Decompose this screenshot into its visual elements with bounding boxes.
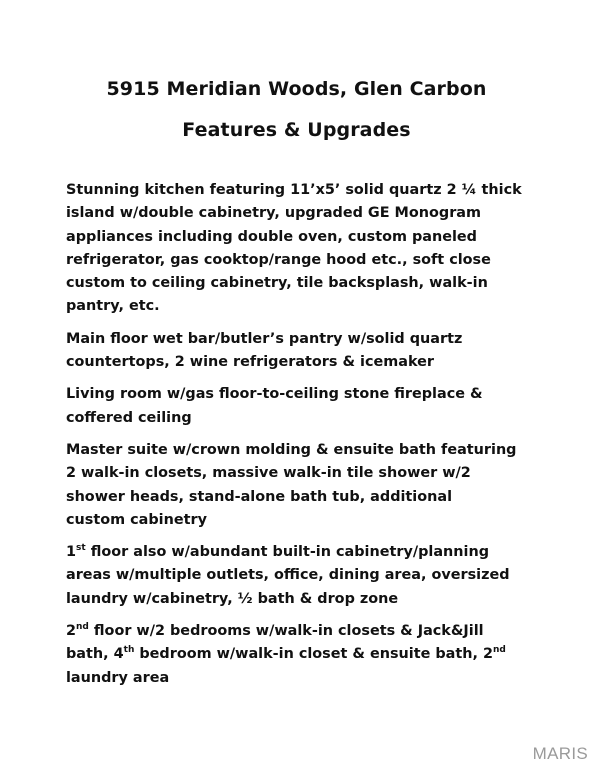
text-line: island w/double cabinetry, upgraded GE Monogram xyxy=(66,205,482,222)
text-line: custom cabinetry xyxy=(66,511,207,528)
text-line: Main floor wet bar/butler’s pantry w/solid quartz xyxy=(66,330,463,347)
text-line: countertops, 2 wine refrigerators & icemaker xyxy=(66,354,435,371)
text-line: areas w/multiple outlets, office, dining area, oversized xyxy=(66,567,510,584)
text-line: laundry area xyxy=(66,669,170,686)
ordinal-suffix: st xyxy=(76,543,86,554)
text-line: refrigerator, gas cooktop/range hood etc., soft close xyxy=(66,251,491,268)
kitchen-paragraph xyxy=(66,179,531,319)
text-line xyxy=(66,643,531,666)
text-line: laundry w/cabinetry, ½ bath & drop zone xyxy=(66,590,399,607)
second-floor-paragraph xyxy=(66,620,531,690)
living-room-paragraph xyxy=(66,383,531,430)
first-floor-paragraph xyxy=(66,541,531,611)
features-list xyxy=(66,179,531,699)
ordinal-number: 1 xyxy=(66,544,77,561)
text-line xyxy=(66,620,531,643)
line-text: bath, 4 xyxy=(66,646,124,663)
line-text: bedroom w/walk-in closet & ensuite bath, 2 xyxy=(134,646,493,663)
text-line: Living room w/gas floor-to-ceiling stone fireplace & xyxy=(66,386,483,403)
text-line: Master suite w/crown molding & ensuite bath featuring xyxy=(66,441,517,458)
wet-bar-paragraph xyxy=(66,328,531,375)
document-title: 5915 Meridian Woods, Glen Carbon xyxy=(106,78,487,100)
text-line: pantry, etc. xyxy=(66,298,160,315)
ordinal-suffix: th xyxy=(123,645,135,656)
text-line: 2 walk-in closets, massive walk-in tile shower w/2 xyxy=(66,465,471,482)
text-line: custom to ceiling cabinetry, tile backsplash, walk-in xyxy=(66,275,488,292)
ordinal-suffix: nd xyxy=(76,622,89,633)
text-line: coffered ceiling xyxy=(66,409,192,426)
line-text: floor w/2 bedrooms w/walk-in closets & Jack&Jill xyxy=(88,623,484,640)
maris-watermark: MARIS xyxy=(532,744,588,763)
ordinal-number: 2 xyxy=(66,623,77,640)
master-suite-paragraph xyxy=(66,439,531,532)
ordinal-suffix: nd xyxy=(492,645,506,656)
text-line xyxy=(66,541,531,564)
document-subtitle: Features & Upgrades xyxy=(182,119,411,141)
text-line: appliances including double oven, custom paneled xyxy=(66,228,477,245)
text-line: Stunning kitchen featuring 11’x5’ solid quartz 2 ¼ thick xyxy=(66,182,522,198)
text-line: shower heads, stand-alone bath tub, additional xyxy=(66,488,453,505)
line-text: floor also w/abundant built-in cabinetry/planning xyxy=(85,544,490,561)
